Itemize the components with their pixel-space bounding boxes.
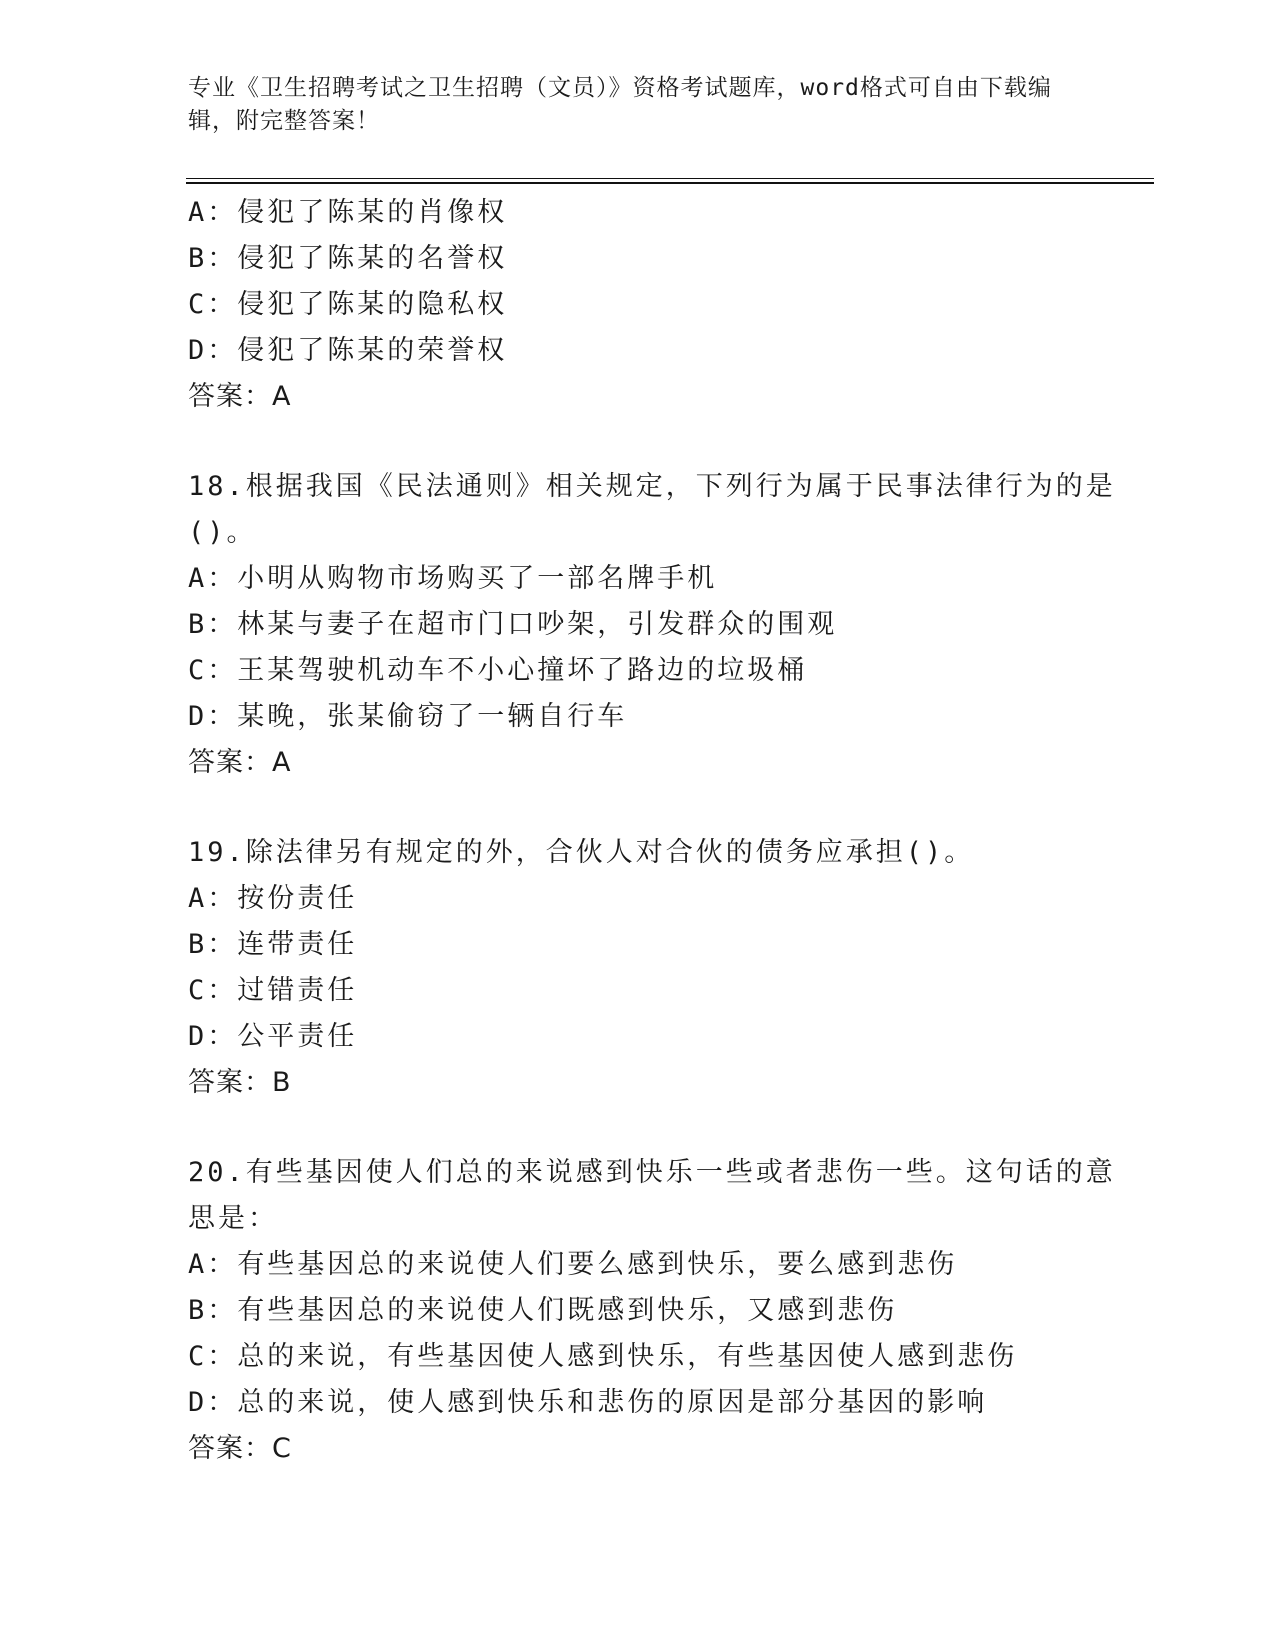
header-divider-thin bbox=[186, 178, 1154, 179]
option-a: A：侵犯了陈某的肖像权 bbox=[188, 197, 508, 228]
question-20 bbox=[188, 1150, 1116, 1472]
option-d: D：某晚，张某偷窃了一辆自行车 bbox=[188, 701, 628, 732]
option-b: B：有些基因总的来说使人们既感到快乐，又感到悲伤 bbox=[188, 1295, 898, 1326]
answer-label: 答案：B bbox=[188, 1067, 292, 1098]
option-d: D：总的来说，使人感到快乐和悲伤的原因是部分基因的影响 bbox=[188, 1387, 988, 1418]
option-a: A：有些基因总的来说使人们要么感到快乐，要么感到悲伤 bbox=[188, 1249, 958, 1280]
option-c: C：侵犯了陈某的隐私权 bbox=[188, 289, 508, 320]
header-divider-thick bbox=[186, 182, 1154, 184]
option-c: C：王某驾驶机动车不小心撞坏了路边的垃圾桶 bbox=[188, 655, 808, 686]
answer-label: 答案：C bbox=[188, 1433, 292, 1464]
question-stem-line-1: 20.有些基因使人们总的来说感到快乐一些或者悲伤一些。这句话的意 bbox=[188, 1157, 1116, 1188]
option-a: A：按份责任 bbox=[188, 883, 358, 914]
option-b: B：侵犯了陈某的名誉权 bbox=[188, 243, 508, 274]
option-b: B：连带责任 bbox=[188, 929, 358, 960]
answer-label: 答案：A bbox=[188, 381, 292, 412]
option-d: D：侵犯了陈某的荣誉权 bbox=[188, 335, 508, 366]
answer-label: 答案：A bbox=[188, 747, 292, 778]
spacer bbox=[188, 786, 1108, 830]
question-list bbox=[188, 190, 1116, 1472]
spacer bbox=[188, 1106, 1108, 1150]
question-19 bbox=[188, 830, 1108, 1106]
question-18 bbox=[188, 464, 1116, 786]
question-stem-line-2: ()。 bbox=[188, 517, 257, 548]
question-stem-line-2: 思是： bbox=[188, 1203, 278, 1234]
option-d: D：公平责任 bbox=[188, 1021, 358, 1052]
option-b: B：林某与妻子在超市门口吵架，引发群众的围观 bbox=[188, 609, 838, 640]
option-c: C：总的来说，有些基因使人感到快乐，有些基因使人感到悲伤 bbox=[188, 1341, 1018, 1372]
question-stem-line-1: 19.除法律另有规定的外，合伙人对合伙的债务应承担()。 bbox=[188, 837, 975, 868]
document-header: 专业《卫生招聘考试之卫生招聘（文员）》资格考试题库，word格式可自由下载编辑，附完整答案！ bbox=[188, 75, 1052, 134]
option-a: A：小明从购物市场购买了一部名牌手机 bbox=[188, 563, 718, 594]
question-17 bbox=[188, 190, 1108, 420]
option-c: C：过错责任 bbox=[188, 975, 358, 1006]
spacer bbox=[188, 420, 1108, 464]
question-stem-line-1: 18.根据我国《民法通则》相关规定，下列行为属于民事法律行为的是 bbox=[188, 471, 1116, 502]
